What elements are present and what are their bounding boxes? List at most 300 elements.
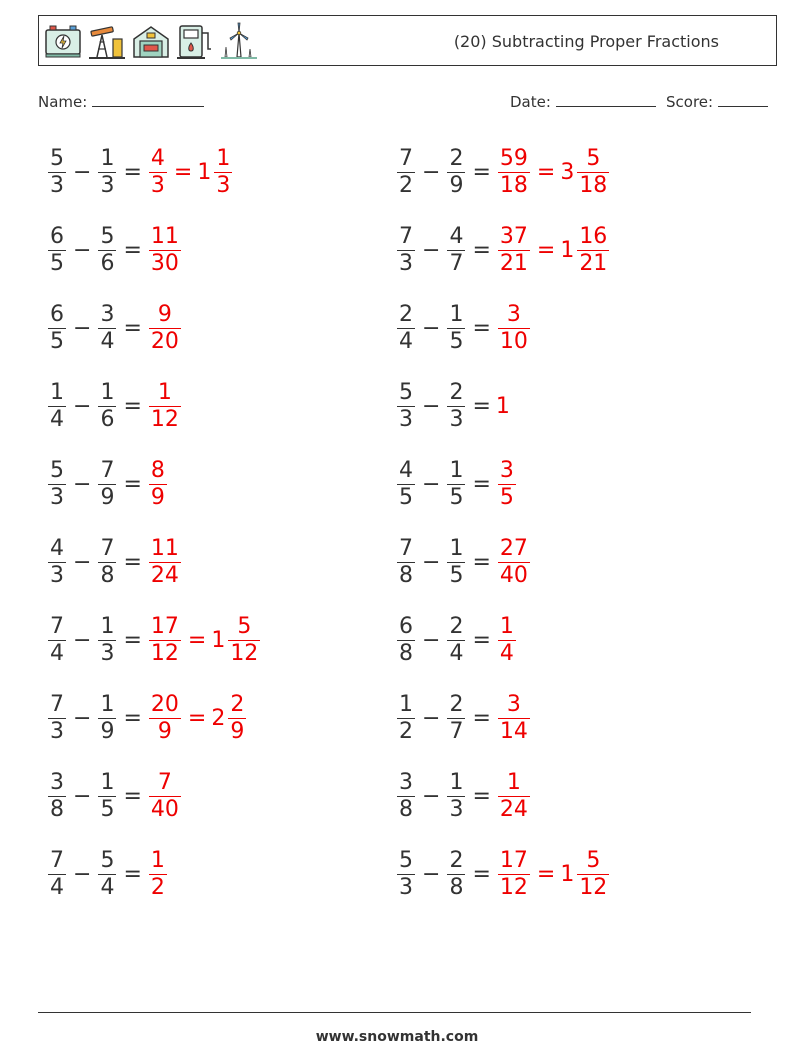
answer-fraction <box>149 380 181 433</box>
denominator: 9 <box>449 172 464 198</box>
numerator: 7 <box>157 769 172 795</box>
answer-fraction <box>498 770 530 823</box>
footer-url: www.snowmath.com <box>315 1029 479 1045</box>
minus-sign: − <box>73 627 92 653</box>
denominator: 18 <box>499 172 528 198</box>
name-blank[interactable] <box>92 92 204 107</box>
denominator: 21 <box>499 250 528 276</box>
subtrahend-fraction <box>447 848 465 901</box>
denominator: 9 <box>100 484 115 510</box>
answer-fraction <box>498 224 530 277</box>
minus-sign: − <box>422 159 441 185</box>
subtrahend-fraction <box>447 224 465 277</box>
equals-sign: = <box>123 471 142 497</box>
answer <box>147 380 183 433</box>
equals-sign: = <box>123 315 142 341</box>
score-label: Score: <box>666 93 714 111</box>
subtrahend-fraction <box>447 458 465 511</box>
problem-item <box>395 765 532 827</box>
answer-whole: 1 <box>495 393 510 419</box>
subtrahend-fraction <box>98 302 116 355</box>
date-label: Date: <box>510 93 551 111</box>
denominator: 8 <box>399 562 413 588</box>
mixed-fraction <box>228 692 246 745</box>
problem-item <box>46 843 169 905</box>
denominator: 8 <box>399 796 413 822</box>
denominator: 3 <box>50 172 64 198</box>
subtrahend-fraction <box>447 614 465 667</box>
numerator: 1 <box>449 457 464 483</box>
header-icons <box>43 21 259 61</box>
denominator: 3 <box>399 250 413 276</box>
problem-item <box>46 219 183 281</box>
minus-sign: − <box>73 159 92 185</box>
mixed-fraction <box>577 224 609 277</box>
denominator: 14 <box>499 718 528 744</box>
numerator: 7 <box>50 847 64 873</box>
denominator: 8 <box>449 874 464 900</box>
answer-fraction <box>149 692 181 745</box>
footer-divider <box>38 1012 751 1013</box>
denominator: 3 <box>449 796 464 822</box>
subtrahend-fraction <box>447 692 465 745</box>
mixed-whole: 1 <box>197 159 212 185</box>
denominator: 5 <box>50 250 64 276</box>
denominator: 5 <box>449 562 464 588</box>
answer <box>147 458 169 511</box>
problem-item <box>46 375 183 437</box>
answer-fraction <box>149 302 181 355</box>
numerator: 7 <box>399 535 413 561</box>
numerator: 1 <box>100 769 115 795</box>
subtrahend-fraction <box>98 224 116 277</box>
answer <box>496 614 518 667</box>
problem-item <box>46 765 183 827</box>
denominator: 4 <box>100 874 115 900</box>
numerator: 2 <box>230 691 245 717</box>
numerator: 1 <box>100 379 115 405</box>
numerator: 59 <box>499 145 528 171</box>
problem-item <box>46 687 248 749</box>
answer-fraction <box>498 848 530 901</box>
answer-fraction <box>149 146 167 199</box>
denominator: 3 <box>50 718 64 744</box>
denominator: 5 <box>499 484 514 510</box>
problem-item <box>395 687 532 749</box>
equals-sign: = <box>472 471 491 497</box>
worksheet-header <box>38 15 777 66</box>
numerator: 1 <box>399 691 413 717</box>
minus-sign: − <box>73 783 92 809</box>
problem-item <box>395 297 532 359</box>
denominator: 20 <box>150 328 179 354</box>
numerator: 3 <box>506 691 521 717</box>
answer <box>496 302 532 355</box>
answer <box>496 146 611 199</box>
minuend-fraction <box>397 224 415 277</box>
denominator: 2 <box>399 718 413 744</box>
numerator: 1 <box>100 145 115 171</box>
denominator: 4 <box>50 406 64 432</box>
numerator: 8 <box>150 457 165 483</box>
denominator: 6 <box>100 406 115 432</box>
numerator: 3 <box>50 769 64 795</box>
answer <box>496 536 532 589</box>
minus-sign: − <box>73 705 92 731</box>
answer-fraction <box>149 848 167 901</box>
answer-fraction <box>498 146 530 199</box>
numerator: 1 <box>50 379 64 405</box>
numerator: 5 <box>50 457 64 483</box>
problem-item <box>395 219 611 281</box>
numerator: 1 <box>100 613 115 639</box>
numerator: 7 <box>399 145 413 171</box>
denominator: 30 <box>150 250 179 276</box>
subtrahend-fraction <box>98 536 116 589</box>
equals-sign: = <box>472 627 491 653</box>
answer-fraction <box>498 302 530 355</box>
minus-sign: − <box>73 471 92 497</box>
mixed-fraction <box>577 146 609 199</box>
subtrahend-fraction <box>98 458 116 511</box>
numerator: 6 <box>50 301 64 327</box>
denominator: 3 <box>399 406 413 432</box>
denominator: 4 <box>449 640 464 666</box>
subtrahend-fraction <box>447 302 465 355</box>
denominator: 4 <box>399 328 413 354</box>
denominator: 3 <box>449 406 464 432</box>
subtrahend-fraction <box>98 770 116 823</box>
minuend-fraction <box>397 770 415 823</box>
answer <box>147 614 262 667</box>
denominator: 3 <box>150 172 165 198</box>
equals-sign: = <box>123 783 142 809</box>
minus-sign: − <box>422 861 441 887</box>
minuend-fraction <box>48 302 66 355</box>
denominator: 10 <box>499 328 528 354</box>
minuend-fraction <box>48 770 66 823</box>
numerator: 1 <box>100 691 115 717</box>
denominator: 4 <box>100 328 115 354</box>
problem-item <box>46 531 183 593</box>
numerator: 3 <box>399 769 413 795</box>
subtrahend-fraction <box>98 848 116 901</box>
equals-sign: = <box>123 861 142 887</box>
answer <box>147 770 183 823</box>
numerator: 5 <box>586 145 601 171</box>
denominator: 12 <box>499 874 528 900</box>
numerator: 3 <box>499 457 514 483</box>
denominator: 7 <box>449 250 464 276</box>
denominator: 9 <box>150 484 165 510</box>
equals-sign: = <box>472 705 491 731</box>
numerator: 7 <box>399 223 413 249</box>
minuend-fraction <box>48 146 66 199</box>
answer-fraction <box>498 458 516 511</box>
numerator: 27 <box>499 535 528 561</box>
minuend-fraction <box>48 692 66 745</box>
score-blank[interactable] <box>718 92 768 107</box>
problem-item <box>395 843 611 905</box>
denominator: 5 <box>449 328 464 354</box>
answer <box>147 146 234 199</box>
denominator: 8 <box>50 796 64 822</box>
denominator: 5 <box>399 484 413 510</box>
equals-sign: = <box>472 237 491 263</box>
minuend-fraction <box>397 302 415 355</box>
denominator: 6 <box>100 250 115 276</box>
numerator: 7 <box>50 613 64 639</box>
minus-sign: − <box>422 549 441 575</box>
problem-item <box>395 141 611 203</box>
denominator: 40 <box>150 796 179 822</box>
minus-sign: − <box>422 471 441 497</box>
minuend-fraction <box>48 536 66 589</box>
minus-sign: − <box>73 315 92 341</box>
numerator: 37 <box>499 223 528 249</box>
minuend-fraction <box>397 614 415 667</box>
numerator: 4 <box>399 457 413 483</box>
answer-equals-sign: = <box>187 627 207 653</box>
denominator: 3 <box>100 172 115 198</box>
oil-pump-icon <box>87 21 127 61</box>
minuend-fraction <box>48 848 66 901</box>
numerator: 2 <box>449 847 464 873</box>
numerator: 3 <box>100 301 115 327</box>
mixed-whole: 1 <box>211 627 226 653</box>
minuend-fraction <box>397 536 415 589</box>
answer-fraction <box>149 536 181 589</box>
page-title: (20) Subtracting Proper Fractions <box>453 32 719 51</box>
answer-fraction <box>498 536 530 589</box>
mixed-whole: 1 <box>560 237 575 263</box>
name-label: Name: <box>38 93 88 111</box>
minus-sign: − <box>73 861 92 887</box>
answer <box>147 848 169 901</box>
equals-sign: = <box>472 393 491 419</box>
denominator: 12 <box>579 874 608 900</box>
numerator: 7 <box>100 457 115 483</box>
numerator: 1 <box>449 535 464 561</box>
equals-sign: = <box>123 705 142 731</box>
denominator: 4 <box>50 640 64 666</box>
equals-sign: = <box>472 315 491 341</box>
numerator: 11 <box>150 535 179 561</box>
equals-sign: = <box>123 549 142 575</box>
answer-equals-sign: = <box>536 237 556 263</box>
numerator: 9 <box>157 301 172 327</box>
date-blank[interactable] <box>556 92 656 107</box>
answer-equals-sign: = <box>187 705 207 731</box>
answer-fraction <box>149 458 167 511</box>
numerator: 2 <box>399 301 413 327</box>
numerator: 7 <box>50 691 64 717</box>
denominator: 8 <box>100 562 115 588</box>
minus-sign: − <box>422 783 441 809</box>
equals-sign: = <box>123 393 142 419</box>
answer <box>496 848 611 901</box>
numerator: 4 <box>449 223 464 249</box>
denominator: 2 <box>150 874 165 900</box>
numerator: 5 <box>100 223 115 249</box>
numerator: 2 <box>449 145 464 171</box>
answer <box>496 770 532 823</box>
numerator: 5 <box>399 379 413 405</box>
subtrahend-fraction <box>447 146 465 199</box>
denominator: 5 <box>100 796 115 822</box>
numerator: 1 <box>449 769 464 795</box>
numerator: 4 <box>150 145 165 171</box>
problem-item <box>395 375 510 437</box>
denominator: 9 <box>230 718 245 744</box>
mixed-fraction <box>577 848 609 901</box>
equals-sign: = <box>123 237 142 263</box>
denominator: 4 <box>499 640 514 666</box>
denominator: 5 <box>50 328 64 354</box>
denominator: 3 <box>50 484 64 510</box>
answer-fraction <box>149 614 181 667</box>
minuend-fraction <box>48 458 66 511</box>
mixed-fraction <box>214 146 232 199</box>
minuend-fraction <box>397 458 415 511</box>
mixed-fraction <box>228 614 260 667</box>
numerator: 5 <box>586 847 601 873</box>
numerator: 6 <box>399 613 413 639</box>
minus-sign: − <box>422 705 441 731</box>
denominator: 12 <box>150 640 179 666</box>
mixed-whole: 2 <box>211 705 226 731</box>
denominator: 2 <box>399 172 413 198</box>
numerator: 1 <box>216 145 231 171</box>
denominator: 3 <box>216 172 231 198</box>
numerator: 5 <box>237 613 252 639</box>
problem-item <box>46 141 234 203</box>
answer <box>147 692 248 745</box>
numerator: 11 <box>150 223 179 249</box>
problem-item <box>46 609 262 671</box>
equals-sign: = <box>472 159 491 185</box>
denominator: 21 <box>579 250 608 276</box>
minus-sign: − <box>422 237 441 263</box>
denominator: 24 <box>150 562 179 588</box>
minuend-fraction <box>48 614 66 667</box>
denominator: 8 <box>399 640 413 666</box>
numerator: 2 <box>449 613 464 639</box>
denominator: 3 <box>50 562 64 588</box>
subtrahend-fraction <box>98 380 116 433</box>
denominator: 24 <box>499 796 528 822</box>
numerator: 4 <box>50 535 64 561</box>
answer <box>147 536 183 589</box>
answer-fraction <box>498 614 516 667</box>
answer <box>496 458 518 511</box>
numerator: 5 <box>100 847 115 873</box>
subtrahend-fraction <box>98 692 116 745</box>
numerator: 1 <box>506 769 521 795</box>
answer-fraction <box>149 224 181 277</box>
answer <box>496 692 532 745</box>
denominator: 9 <box>100 718 115 744</box>
minus-sign: − <box>422 627 441 653</box>
answer-equals-sign: = <box>173 159 193 185</box>
minus-sign: − <box>73 393 92 419</box>
factory-icon <box>131 21 171 61</box>
numerator: 6 <box>50 223 64 249</box>
subtrahend-fraction <box>98 614 116 667</box>
numerator: 3 <box>506 301 521 327</box>
answer-fraction <box>149 770 181 823</box>
answer <box>147 302 183 355</box>
answer-equals-sign: = <box>536 861 556 887</box>
equals-sign: = <box>472 783 491 809</box>
equals-sign: = <box>472 549 491 575</box>
mixed-whole: 3 <box>560 159 575 185</box>
numerator: 1 <box>157 379 172 405</box>
denominator: 4 <box>50 874 64 900</box>
denominator: 7 <box>449 718 464 744</box>
problem-item <box>46 453 169 515</box>
numerator: 5 <box>399 847 413 873</box>
date-field[interactable] <box>510 92 656 111</box>
numerator: 1 <box>449 301 464 327</box>
answer <box>496 224 611 277</box>
denominator: 3 <box>399 874 413 900</box>
equals-sign: = <box>123 159 142 185</box>
score-field[interactable] <box>666 92 768 111</box>
minus-sign: − <box>73 237 92 263</box>
wind-turbine-icon <box>219 21 259 61</box>
denominator: 3 <box>100 640 115 666</box>
minuend-fraction <box>48 380 66 433</box>
minus-sign: − <box>73 549 92 575</box>
numerator: 17 <box>150 613 179 639</box>
numerator: 1 <box>150 847 165 873</box>
answer-equals-sign: = <box>536 159 556 185</box>
subtrahend-fraction <box>447 770 465 823</box>
name-field[interactable] <box>38 92 204 111</box>
minus-sign: − <box>422 393 441 419</box>
mixed-whole: 1 <box>560 861 575 887</box>
subtrahend-fraction <box>447 380 465 433</box>
denominator: 40 <box>499 562 528 588</box>
problem-item <box>395 609 518 671</box>
denominator: 12 <box>150 406 179 432</box>
numerator: 20 <box>150 691 179 717</box>
subtrahend-fraction <box>447 536 465 589</box>
minuend-fraction <box>397 146 415 199</box>
numerator: 16 <box>579 223 608 249</box>
problem-item <box>46 297 183 359</box>
minus-sign: − <box>422 315 441 341</box>
equals-sign: = <box>472 861 491 887</box>
numerator: 5 <box>50 145 64 171</box>
fuel-pump-icon <box>175 21 215 61</box>
denominator: 12 <box>230 640 259 666</box>
numerator: 17 <box>499 847 528 873</box>
battery-icon <box>43 21 83 61</box>
answer <box>147 224 183 277</box>
equals-sign: = <box>123 627 142 653</box>
subtrahend-fraction <box>98 146 116 199</box>
problem-item <box>395 531 532 593</box>
numerator: 1 <box>499 613 514 639</box>
answer-fraction <box>498 692 530 745</box>
minuend-fraction <box>397 848 415 901</box>
minuend-fraction <box>397 380 415 433</box>
numerator: 2 <box>449 379 464 405</box>
problem-item <box>395 453 518 515</box>
numerator: 2 <box>449 691 464 717</box>
